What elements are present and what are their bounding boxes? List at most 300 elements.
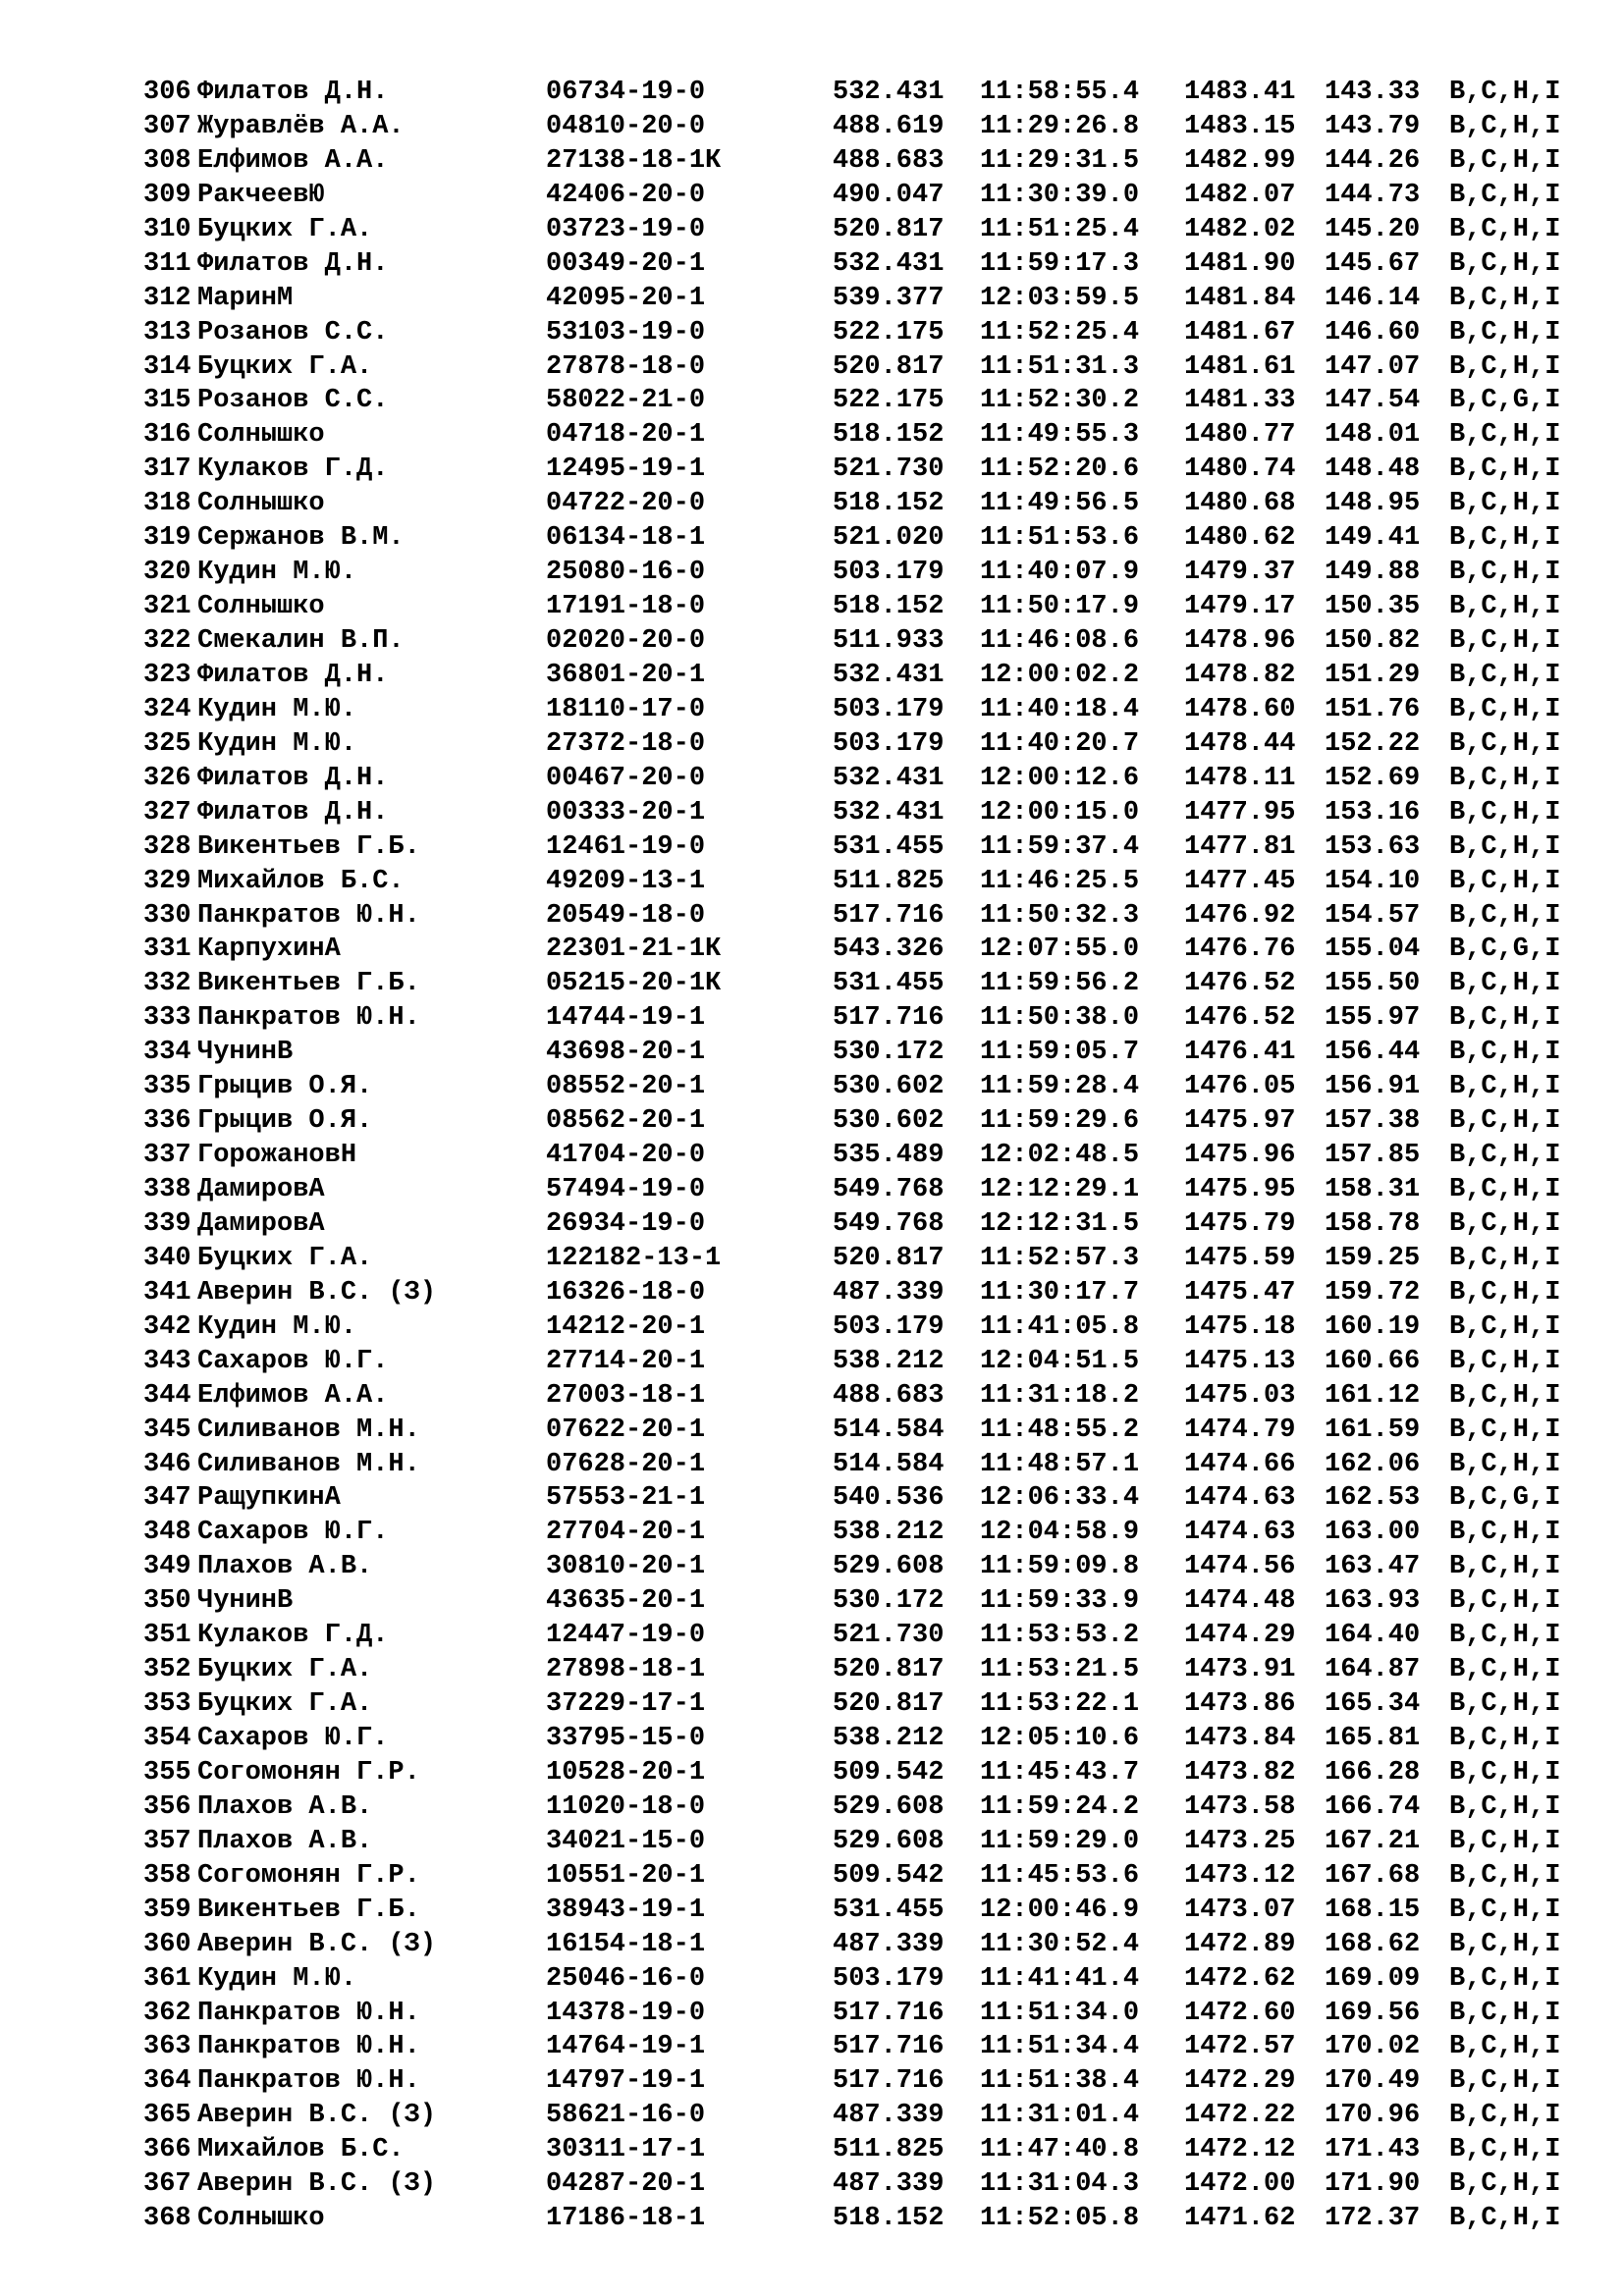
coefficient: 170.49 bbox=[1325, 2066, 1421, 2097]
arrival-time: 11:51:38.4 bbox=[980, 2066, 1140, 2097]
row-number: 331 bbox=[143, 934, 191, 965]
distance: 532.431 bbox=[833, 248, 945, 279]
arrival-time: 11:31:18.2 bbox=[980, 1380, 1140, 1411]
distance: 529.608 bbox=[833, 1791, 945, 1822]
coefficient: 159.72 bbox=[1325, 1277, 1421, 1308]
speed: 1475.79 bbox=[1184, 1208, 1296, 1239]
arrival-time: 11:52:25.4 bbox=[980, 317, 1140, 347]
category-flags: B,C,H,I bbox=[1449, 1963, 1561, 1994]
arrival-time: 11:59:29.6 bbox=[980, 1106, 1140, 1137]
owner-name: Буцких Г.А. bbox=[197, 351, 373, 382]
row-number: 343 bbox=[143, 1346, 191, 1376]
ring-number: 07628-20-1 bbox=[546, 1449, 706, 1479]
coefficient: 162.53 bbox=[1325, 1483, 1421, 1514]
ring-number: 14797-19-1 bbox=[546, 2066, 706, 2097]
row-number: 346 bbox=[143, 1449, 191, 1479]
coefficient: 148.48 bbox=[1325, 454, 1421, 485]
owner-name: Филатов Д.Н. bbox=[197, 763, 389, 793]
speed: 1472.62 bbox=[1184, 1963, 1296, 1994]
result-row bbox=[143, 796, 1587, 830]
row-number: 348 bbox=[143, 1518, 191, 1548]
coefficient: 172.37 bbox=[1325, 2204, 1421, 2234]
ring-number: 00333-20-1 bbox=[546, 797, 706, 828]
category-flags: B,C,H,I bbox=[1449, 2135, 1561, 2165]
distance: 521.730 bbox=[833, 454, 945, 485]
result-row bbox=[143, 144, 1587, 179]
row-number: 318 bbox=[143, 489, 191, 519]
result-row bbox=[143, 1516, 1587, 1550]
owner-name: Викентьев Г.Б. bbox=[197, 1895, 420, 1925]
category-flags: B,C,H,I bbox=[1449, 1346, 1561, 1376]
arrival-time: 11:59:24.2 bbox=[980, 1791, 1140, 1822]
speed: 1471.62 bbox=[1184, 2204, 1296, 2234]
arrival-time: 11:49:55.3 bbox=[980, 420, 1140, 451]
speed: 1472.22 bbox=[1184, 2101, 1296, 2131]
coefficient: 168.15 bbox=[1325, 1895, 1421, 1925]
speed: 1473.86 bbox=[1184, 1689, 1296, 1720]
row-number: 349 bbox=[143, 1552, 191, 1582]
speed: 1473.12 bbox=[1184, 1860, 1296, 1891]
arrival-time: 12:05:10.6 bbox=[980, 1724, 1140, 1753]
distance: 487.339 bbox=[833, 1277, 945, 1308]
row-number: 311 bbox=[143, 248, 191, 279]
speed: 1480.77 bbox=[1184, 420, 1296, 451]
distance: 539.377 bbox=[833, 283, 945, 313]
arrival-time: 11:59:37.4 bbox=[980, 831, 1140, 862]
owner-name: Кудин М.Ю. bbox=[197, 558, 357, 588]
speed: 1474.63 bbox=[1184, 1518, 1296, 1548]
ring-number: 37229-17-1 bbox=[546, 1689, 706, 1720]
category-flags: B,C,H,I bbox=[1449, 1929, 1561, 1959]
distance: 520.817 bbox=[833, 1655, 945, 1685]
result-row bbox=[143, 899, 1587, 934]
result-row bbox=[143, 2167, 1587, 2202]
speed: 1481.67 bbox=[1184, 317, 1296, 347]
arrival-time: 11:58:55.4 bbox=[980, 78, 1140, 107]
row-number: 314 bbox=[143, 351, 191, 382]
ring-number: 04718-20-1 bbox=[546, 420, 706, 451]
category-flags: B,C,H,I bbox=[1449, 1277, 1561, 1308]
row-number: 359 bbox=[143, 1895, 191, 1925]
ring-number: 27898-18-1 bbox=[546, 1655, 706, 1685]
ring-number: 30311-17-1 bbox=[546, 2135, 706, 2165]
result-row bbox=[143, 933, 1587, 967]
result-row bbox=[143, 384, 1587, 418]
category-flags: B,C,H,I bbox=[1449, 1552, 1561, 1582]
speed: 1475.03 bbox=[1184, 1380, 1296, 1411]
owner-name: Панкратов Ю.Н. bbox=[197, 1998, 420, 2028]
result-row bbox=[143, 1653, 1587, 1687]
owner-name: Аверин В.С. (З) bbox=[197, 1929, 437, 1959]
speed: 1474.63 bbox=[1184, 1483, 1296, 1514]
distance: 514.584 bbox=[833, 1415, 945, 1445]
owner-name: РащупкинА bbox=[197, 1483, 341, 1514]
category-flags: B,C,H,I bbox=[1449, 969, 1561, 999]
distance: 488.683 bbox=[833, 1380, 945, 1411]
ring-number: 04287-20-1 bbox=[546, 2169, 706, 2200]
owner-name: Михайлов Б.С. bbox=[197, 866, 405, 896]
distance: 530.172 bbox=[833, 1586, 945, 1617]
row-number: 310 bbox=[143, 214, 191, 244]
arrival-time: 11:50:17.9 bbox=[980, 592, 1140, 622]
owner-name: Силиванов М.Н. bbox=[197, 1449, 420, 1479]
ring-number: 43635-20-1 bbox=[546, 1586, 706, 1617]
category-flags: B,C,H,I bbox=[1449, 2169, 1561, 2200]
row-number: 338 bbox=[143, 1175, 191, 1204]
distance: 518.152 bbox=[833, 420, 945, 451]
owner-name: Согомонян Г.Р. bbox=[197, 1757, 420, 1788]
arrival-time: 11:51:34.4 bbox=[980, 2032, 1140, 2062]
ring-number: 36801-20-1 bbox=[546, 660, 706, 690]
result-row bbox=[143, 1448, 1587, 1482]
speed: 1482.07 bbox=[1184, 180, 1296, 210]
distance: 530.602 bbox=[833, 1072, 945, 1102]
ring-number: 27714-20-1 bbox=[546, 1346, 706, 1376]
distance: 532.431 bbox=[833, 78, 945, 107]
owner-name: Кулаков Г.Д. bbox=[197, 1621, 389, 1651]
category-flags: B,C,H,I bbox=[1449, 694, 1561, 724]
coefficient: 160.66 bbox=[1325, 1346, 1421, 1376]
distance: 509.542 bbox=[833, 1757, 945, 1788]
ring-number: 03723-19-0 bbox=[546, 214, 706, 244]
speed: 1472.29 bbox=[1184, 2066, 1296, 2097]
ring-number: 14212-20-1 bbox=[546, 1311, 706, 1342]
owner-name: Филатов Д.Н. bbox=[197, 797, 389, 828]
coefficient: 152.22 bbox=[1325, 728, 1421, 759]
distance: 503.179 bbox=[833, 694, 945, 724]
ring-number: 16154-18-1 bbox=[546, 1929, 706, 1959]
owner-name: РакчеевЮ bbox=[197, 180, 325, 210]
result-row bbox=[143, 556, 1587, 590]
ring-number: 22301-21-1К bbox=[546, 934, 722, 965]
owner-name: Смекалин В.П. bbox=[197, 626, 405, 656]
ring-number: 00349-20-1 bbox=[546, 248, 706, 279]
category-flags: B,C,H,I bbox=[1449, 626, 1561, 656]
arrival-time: 11:59:17.3 bbox=[980, 248, 1140, 279]
arrival-time: 11:52:57.3 bbox=[980, 1243, 1140, 1273]
owner-name: Солнышко bbox=[197, 592, 325, 622]
speed: 1472.89 bbox=[1184, 1929, 1296, 1959]
coefficient: 161.59 bbox=[1325, 1415, 1421, 1445]
row-number: 357 bbox=[143, 1826, 191, 1856]
result-row bbox=[143, 282, 1587, 316]
row-number: 342 bbox=[143, 1311, 191, 1342]
distance: 487.339 bbox=[833, 1929, 945, 1959]
coefficient: 146.60 bbox=[1325, 317, 1421, 347]
arrival-time: 12:12:31.5 bbox=[980, 1208, 1140, 1239]
arrival-time: 11:40:07.9 bbox=[980, 558, 1140, 588]
row-number: 313 bbox=[143, 317, 191, 347]
category-flags: B,C,H,I bbox=[1449, 145, 1561, 176]
coefficient: 164.87 bbox=[1325, 1655, 1421, 1685]
row-number: 324 bbox=[143, 694, 191, 724]
result-row bbox=[143, 590, 1587, 624]
speed: 1480.74 bbox=[1184, 454, 1296, 485]
result-row bbox=[143, 1379, 1587, 1414]
category-flags: B,C,H,I bbox=[1449, 1518, 1561, 1548]
coefficient: 167.68 bbox=[1325, 1860, 1421, 1891]
category-flags: B,C,H,I bbox=[1449, 2101, 1561, 2131]
ring-number: 27003-18-1 bbox=[546, 1380, 706, 1411]
distance: 517.716 bbox=[833, 1003, 945, 1034]
arrival-time: 11:45:43.7 bbox=[980, 1757, 1140, 1788]
coefficient: 170.96 bbox=[1325, 2101, 1421, 2131]
speed: 1474.29 bbox=[1184, 1621, 1296, 1651]
owner-name: ДамировА bbox=[197, 1208, 325, 1239]
owner-name: Журавлёв А.А. bbox=[197, 111, 405, 141]
arrival-time: 11:53:53.2 bbox=[980, 1621, 1140, 1651]
category-flags: B,C,H,I bbox=[1449, 2204, 1561, 2234]
coefficient: 143.79 bbox=[1325, 111, 1421, 141]
ring-number: 25080-16-0 bbox=[546, 558, 706, 588]
distance: 520.817 bbox=[833, 351, 945, 382]
distance: 517.716 bbox=[833, 2032, 945, 2062]
speed: 1473.91 bbox=[1184, 1655, 1296, 1685]
coefficient: 148.95 bbox=[1325, 489, 1421, 519]
result-row bbox=[143, 1207, 1587, 1242]
speed: 1472.57 bbox=[1184, 2032, 1296, 2062]
distance: 531.455 bbox=[833, 1895, 945, 1925]
row-number: 339 bbox=[143, 1208, 191, 1239]
arrival-time: 11:59:09.8 bbox=[980, 1552, 1140, 1582]
category-flags: B,C,H,I bbox=[1449, 214, 1561, 244]
coefficient: 159.25 bbox=[1325, 1243, 1421, 1273]
row-number: 368 bbox=[143, 2204, 191, 2234]
arrival-time: 11:51:34.0 bbox=[980, 1998, 1140, 2028]
ring-number: 33795-15-0 bbox=[546, 1724, 706, 1753]
arrival-time: 11:52:20.6 bbox=[980, 454, 1140, 485]
speed: 1478.44 bbox=[1184, 728, 1296, 759]
result-row bbox=[143, 1001, 1587, 1036]
result-row bbox=[143, 2202, 1587, 2236]
category-flags: B,C,H,I bbox=[1449, 351, 1561, 382]
arrival-time: 11:48:55.2 bbox=[980, 1415, 1140, 1445]
distance: 522.175 bbox=[833, 386, 945, 416]
result-row bbox=[143, 1790, 1587, 1825]
coefficient: 164.40 bbox=[1325, 1621, 1421, 1651]
ring-number: 00467-20-0 bbox=[546, 763, 706, 793]
row-number: 362 bbox=[143, 1998, 191, 2028]
ring-number: 14764-19-1 bbox=[546, 2032, 706, 2062]
distance: 549.768 bbox=[833, 1208, 945, 1239]
coefficient: 148.01 bbox=[1325, 420, 1421, 451]
owner-name: Буцких Г.А. bbox=[197, 1243, 373, 1273]
speed: 1473.25 bbox=[1184, 1826, 1296, 1856]
coefficient: 167.21 bbox=[1325, 1826, 1421, 1856]
owner-name: Сахаров Ю.Г. bbox=[197, 1518, 389, 1548]
distance: 529.608 bbox=[833, 1552, 945, 1582]
category-flags: B,C,H,I bbox=[1449, 1826, 1561, 1856]
result-row bbox=[143, 727, 1587, 762]
row-number: 367 bbox=[143, 2169, 191, 2200]
category-flags: B,C,H,I bbox=[1449, 2066, 1561, 2097]
ring-number: 43698-20-1 bbox=[546, 1038, 706, 1068]
coefficient: 153.16 bbox=[1325, 797, 1421, 828]
distance: 543.326 bbox=[833, 934, 945, 965]
speed: 1483.41 bbox=[1184, 78, 1296, 107]
owner-name: Солнышко bbox=[197, 489, 325, 519]
arrival-time: 11:49:56.5 bbox=[980, 489, 1140, 519]
speed: 1473.84 bbox=[1184, 1724, 1296, 1753]
result-row bbox=[143, 179, 1587, 213]
speed: 1475.95 bbox=[1184, 1175, 1296, 1204]
arrival-time: 12:00:15.0 bbox=[980, 797, 1140, 828]
category-flags: B,C,H,I bbox=[1449, 1757, 1561, 1788]
category-flags: B,C,H,I bbox=[1449, 1175, 1561, 1204]
arrival-time: 11:41:41.4 bbox=[980, 1963, 1140, 1994]
row-number: 317 bbox=[143, 454, 191, 485]
owner-name: Филатов Д.Н. bbox=[197, 660, 389, 690]
ring-number: 25046-16-0 bbox=[546, 1963, 706, 1994]
coefficient: 156.91 bbox=[1325, 1072, 1421, 1102]
row-number: 329 bbox=[143, 866, 191, 896]
speed: 1479.17 bbox=[1184, 592, 1296, 622]
speed: 1481.90 bbox=[1184, 248, 1296, 279]
arrival-time: 11:29:31.5 bbox=[980, 145, 1140, 176]
row-number: 319 bbox=[143, 523, 191, 554]
category-flags: B,C,H,I bbox=[1449, 454, 1561, 485]
arrival-time: 12:02:48.5 bbox=[980, 1141, 1140, 1171]
speed: 1482.99 bbox=[1184, 145, 1296, 176]
ring-number: 12447-19-0 bbox=[546, 1621, 706, 1651]
arrival-time: 11:30:39.0 bbox=[980, 180, 1140, 210]
category-flags: B,C,G,I bbox=[1449, 1483, 1561, 1514]
coefficient: 163.93 bbox=[1325, 1586, 1421, 1617]
result-row bbox=[143, 1481, 1587, 1516]
distance: 503.179 bbox=[833, 1963, 945, 1994]
category-flags: B,C,H,I bbox=[1449, 1072, 1561, 1102]
speed: 1480.68 bbox=[1184, 489, 1296, 519]
owner-name: Буцких Г.А. bbox=[197, 214, 373, 244]
speed: 1481.33 bbox=[1184, 386, 1296, 416]
distance: 535.489 bbox=[833, 1141, 945, 1171]
category-flags: B,C,H,I bbox=[1449, 660, 1561, 690]
category-flags: B,C,H,I bbox=[1449, 1860, 1561, 1891]
coefficient: 171.43 bbox=[1325, 2135, 1421, 2165]
owner-name: Солнышко bbox=[197, 420, 325, 451]
row-number: 354 bbox=[143, 1724, 191, 1753]
owner-name: Михайлов Б.С. bbox=[197, 2135, 405, 2165]
distance: 514.584 bbox=[833, 1449, 945, 1479]
result-row bbox=[143, 418, 1587, 453]
owner-name: Солнышко bbox=[197, 2204, 325, 2234]
speed: 1475.97 bbox=[1184, 1106, 1296, 1137]
category-flags: B,C,H,I bbox=[1449, 1724, 1561, 1753]
result-row bbox=[143, 967, 1587, 1001]
coefficient: 149.41 bbox=[1325, 523, 1421, 554]
distance: 538.212 bbox=[833, 1518, 945, 1548]
result-row bbox=[143, 2064, 1587, 2099]
ring-number: 27704-20-1 bbox=[546, 1518, 706, 1548]
category-flags: B,C,H,I bbox=[1449, 180, 1561, 210]
result-row bbox=[143, 1997, 1587, 2031]
row-number: 323 bbox=[143, 660, 191, 690]
coefficient: 150.82 bbox=[1325, 626, 1421, 656]
result-row bbox=[143, 1414, 1587, 1448]
category-flags: B,C,H,I bbox=[1449, 78, 1561, 107]
result-row bbox=[143, 2133, 1587, 2167]
category-flags: B,C,H,I bbox=[1449, 728, 1561, 759]
arrival-time: 11:59:56.2 bbox=[980, 969, 1140, 999]
ring-number: 10551-20-1 bbox=[546, 1860, 706, 1891]
speed: 1480.62 bbox=[1184, 523, 1296, 554]
distance: 520.817 bbox=[833, 214, 945, 244]
owner-name: Сахаров Ю.Г. bbox=[197, 1346, 389, 1376]
category-flags: B,C,H,I bbox=[1449, 900, 1561, 931]
owner-name: МаринМ bbox=[197, 283, 294, 313]
arrival-time: 11:51:31.3 bbox=[980, 351, 1140, 382]
owner-name: ГорожановН bbox=[197, 1141, 357, 1171]
distance: 517.716 bbox=[833, 1998, 945, 2028]
distance: 532.431 bbox=[833, 797, 945, 828]
category-flags: B,C,H,I bbox=[1449, 489, 1561, 519]
arrival-time: 11:51:53.6 bbox=[980, 523, 1140, 554]
row-number: 340 bbox=[143, 1243, 191, 1273]
coefficient: 158.78 bbox=[1325, 1208, 1421, 1239]
category-flags: B,C,H,I bbox=[1449, 1243, 1561, 1273]
speed: 1476.41 bbox=[1184, 1038, 1296, 1068]
distance: 532.431 bbox=[833, 660, 945, 690]
distance: 503.179 bbox=[833, 1311, 945, 1342]
arrival-time: 12:04:58.9 bbox=[980, 1518, 1140, 1548]
ring-number: 08562-20-1 bbox=[546, 1106, 706, 1137]
ring-number: 41704-20-0 bbox=[546, 1141, 706, 1171]
speed: 1476.76 bbox=[1184, 934, 1296, 965]
owner-name: ЧунинВ bbox=[197, 1038, 294, 1068]
ring-number: 27878-18-0 bbox=[546, 351, 706, 382]
speed: 1479.37 bbox=[1184, 558, 1296, 588]
ring-number: 04722-20-0 bbox=[546, 489, 706, 519]
row-number: 336 bbox=[143, 1106, 191, 1137]
owner-name: Плахов А.В. bbox=[197, 1826, 373, 1856]
speed: 1478.60 bbox=[1184, 694, 1296, 724]
coefficient: 154.57 bbox=[1325, 900, 1421, 931]
category-flags: B,C,H,I bbox=[1449, 866, 1561, 896]
coefficient: 149.88 bbox=[1325, 558, 1421, 588]
category-flags: B,C,H,I bbox=[1449, 1311, 1561, 1342]
distance: 530.602 bbox=[833, 1106, 945, 1137]
coefficient: 153.63 bbox=[1325, 831, 1421, 862]
owner-name: Филатов Д.Н. bbox=[197, 78, 389, 107]
arrival-time: 11:46:08.6 bbox=[980, 626, 1140, 656]
row-number: 327 bbox=[143, 797, 191, 828]
result-row bbox=[143, 1962, 1587, 1997]
row-number: 312 bbox=[143, 283, 191, 313]
speed: 1473.82 bbox=[1184, 1757, 1296, 1788]
ring-number: 42095-20-1 bbox=[546, 283, 706, 313]
category-flags: B,C,H,I bbox=[1449, 1998, 1561, 2028]
category-flags: B,C,H,I bbox=[1449, 1141, 1561, 1171]
row-number: 361 bbox=[143, 1963, 191, 1994]
coefficient: 145.20 bbox=[1325, 214, 1421, 244]
arrival-time: 11:59:05.7 bbox=[980, 1038, 1140, 1068]
result-row bbox=[143, 521, 1587, 556]
coefficient: 166.74 bbox=[1325, 1791, 1421, 1822]
category-flags: B,C,H,I bbox=[1449, 1895, 1561, 1925]
result-row bbox=[143, 1139, 1587, 1173]
coefficient: 144.26 bbox=[1325, 145, 1421, 176]
ring-number: 08552-20-1 bbox=[546, 1072, 706, 1102]
arrival-time: 11:45:53.6 bbox=[980, 1860, 1140, 1891]
result-row bbox=[143, 1345, 1587, 1379]
speed: 1472.12 bbox=[1184, 2135, 1296, 2165]
row-number: 306 bbox=[143, 78, 191, 107]
arrival-time: 11:30:17.7 bbox=[980, 1277, 1140, 1308]
distance: 549.768 bbox=[833, 1175, 945, 1204]
arrival-time: 12:03:59.5 bbox=[980, 283, 1140, 313]
ring-number: 12461-19-0 bbox=[546, 831, 706, 862]
category-flags: B,C,G,I bbox=[1449, 386, 1561, 416]
